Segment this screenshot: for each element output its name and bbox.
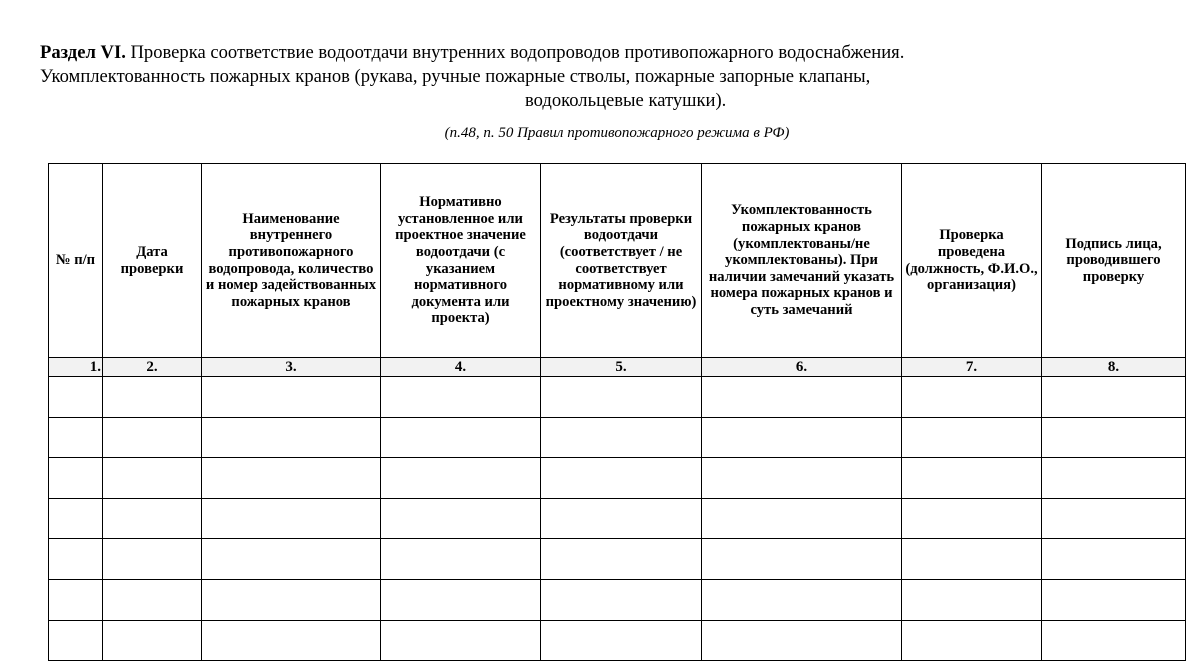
column-number: 7. xyxy=(902,358,1042,377)
column-number: 1. xyxy=(49,358,103,377)
column-header: Укомплектованность пожарных кранов (укомплектованы/не укомплектованы). При наличии замечаний указать номера пожарных кранов и суть замечаний xyxy=(702,164,902,358)
table-cell[interactable] xyxy=(702,458,902,499)
column-number: 8. xyxy=(1042,358,1186,377)
column-header: Проверка проведена (должность, Ф.И.О., организация) xyxy=(902,164,1042,358)
table-cell[interactable] xyxy=(541,458,702,499)
heading-line-3: водокольцевые катушки). xyxy=(525,90,727,111)
table-cell[interactable] xyxy=(381,377,541,418)
heading-line-1-text: Проверка соответствие водоотдачи внутренних водопроводов противопожарного водоснабжения. xyxy=(125,42,905,63)
table-cell[interactable] xyxy=(202,498,381,539)
table-cell[interactable] xyxy=(702,539,902,580)
heading-line-1 xyxy=(0,41,1200,65)
table-cell[interactable] xyxy=(49,539,103,580)
table-cell[interactable] xyxy=(541,377,702,418)
table-cell[interactable] xyxy=(902,579,1042,620)
table-cell[interactable] xyxy=(103,539,202,580)
table-cell[interactable] xyxy=(103,579,202,620)
table-cell[interactable] xyxy=(902,377,1042,418)
table-cell[interactable] xyxy=(902,498,1042,539)
table-cell[interactable] xyxy=(103,417,202,458)
table-cell[interactable] xyxy=(381,539,541,580)
table-cell[interactable] xyxy=(103,620,202,661)
table-cell[interactable] xyxy=(202,417,381,458)
table-cell[interactable] xyxy=(202,579,381,620)
table-cell[interactable] xyxy=(702,579,902,620)
section-heading xyxy=(0,41,1200,113)
table-cell[interactable] xyxy=(202,539,381,580)
column-number: 4. xyxy=(381,358,541,377)
column-number: 2. xyxy=(103,358,202,377)
table-cell[interactable] xyxy=(103,458,202,499)
table-cell[interactable] xyxy=(902,539,1042,580)
column-header: Дата проверки xyxy=(103,164,202,358)
table-cell[interactable] xyxy=(49,458,103,499)
table-cell[interactable] xyxy=(103,377,202,418)
table-cell[interactable] xyxy=(1042,620,1186,661)
table-cell[interactable] xyxy=(381,417,541,458)
column-header: Нормативно установленное или проектное значение водоотдачи (с указанием нормативного документа или проекта) xyxy=(381,164,541,358)
table-body xyxy=(49,377,1186,661)
column-number-row xyxy=(49,358,1186,377)
table-cell[interactable] xyxy=(541,620,702,661)
inspection-table xyxy=(48,163,1186,661)
table-cell[interactable] xyxy=(49,377,103,418)
column-header: Наименование внутреннего противопожарного водопровода, количество и номер задействованных пожарных кранов xyxy=(202,164,381,358)
table-cell[interactable] xyxy=(381,579,541,620)
table-cell[interactable] xyxy=(541,417,702,458)
column-number: 6. xyxy=(702,358,902,377)
table-cell[interactable] xyxy=(902,458,1042,499)
column-number: 5. xyxy=(541,358,702,377)
table-header-row xyxy=(49,164,1186,358)
table-row xyxy=(49,539,1186,580)
table-row xyxy=(49,579,1186,620)
table-row xyxy=(49,377,1186,418)
table-cell[interactable] xyxy=(541,539,702,580)
table-cell[interactable] xyxy=(202,620,381,661)
table-cell[interactable] xyxy=(702,498,902,539)
table-cell[interactable] xyxy=(702,417,902,458)
section-label: Раздел VI. xyxy=(40,42,126,63)
table-cell[interactable] xyxy=(49,498,103,539)
table-cell[interactable] xyxy=(381,620,541,661)
table-cell[interactable] xyxy=(902,620,1042,661)
table-cell[interactable] xyxy=(381,458,541,499)
table-cell[interactable] xyxy=(381,498,541,539)
table-cell[interactable] xyxy=(541,579,702,620)
table-cell[interactable] xyxy=(902,417,1042,458)
table-cell[interactable] xyxy=(1042,377,1186,418)
table-row xyxy=(49,498,1186,539)
table-row xyxy=(49,620,1186,661)
table-cell[interactable] xyxy=(202,377,381,418)
column-header: № п/п xyxy=(49,164,103,358)
table-cell[interactable] xyxy=(49,417,103,458)
table-row xyxy=(49,417,1186,458)
table-cell[interactable] xyxy=(541,498,702,539)
table-cell[interactable] xyxy=(49,579,103,620)
table-row xyxy=(49,458,1186,499)
table-cell[interactable] xyxy=(1042,579,1186,620)
table-cell[interactable] xyxy=(103,498,202,539)
table-cell[interactable] xyxy=(202,458,381,499)
table-cell[interactable] xyxy=(1042,498,1186,539)
column-number: 3. xyxy=(202,358,381,377)
regulation-citation: (п.48, п. 50 Правил противопожарного режима в РФ) xyxy=(444,125,790,141)
table-cell[interactable] xyxy=(702,620,902,661)
table-cell[interactable] xyxy=(49,620,103,661)
table-cell[interactable] xyxy=(1042,539,1186,580)
column-header: Подпись лица, проводившего проверку xyxy=(1042,164,1186,358)
heading-line-2: Укомплектованность пожарных кранов (рукава, ручные пожарные стволы, пожарные запорные клапаны, xyxy=(40,66,871,87)
table-cell[interactable] xyxy=(1042,417,1186,458)
table-cell[interactable] xyxy=(702,377,902,418)
column-header: Результаты проверки водоотдачи (соответствует / не соответствует нормативному или проектному значению) xyxy=(541,164,702,358)
table-cell[interactable] xyxy=(1042,458,1186,499)
